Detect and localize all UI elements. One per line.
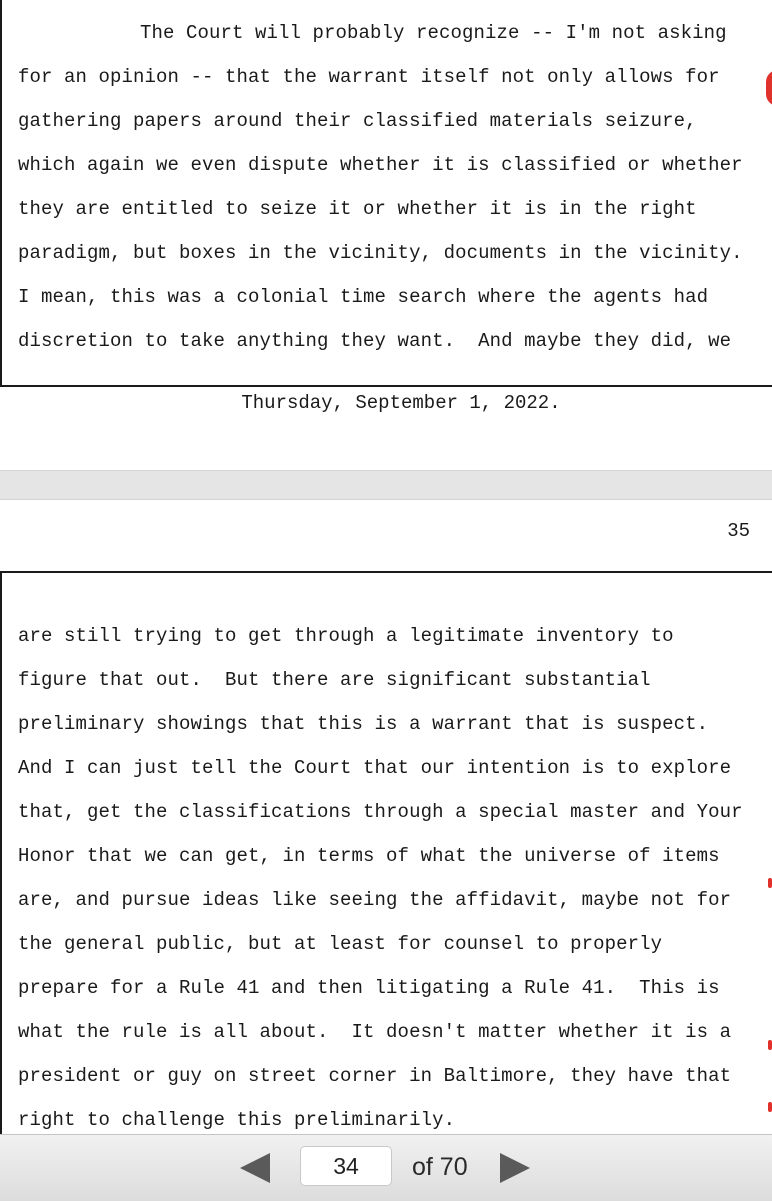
annotation-mark [768, 1102, 772, 1112]
transcript-line: for an opinion -- that the warrant itself not only allows for [18, 66, 720, 88]
transcript-line: I mean, this was a colonial time search where the agents had [18, 286, 709, 308]
transcript-line: The Court will probably recognize -- I'm not asking [140, 22, 727, 44]
transcript-line: discretion to take anything they want. And maybe they did, we [18, 330, 732, 352]
transcript-line: are still trying to get through a legitimate inventory to [18, 625, 674, 647]
page-number-input[interactable] [300, 1146, 392, 1186]
annotation-mark [768, 1040, 772, 1050]
annotation-mark [768, 878, 772, 888]
transcript-line: figure that out. But there are significant substantial [18, 669, 651, 691]
page-number: 35 [727, 520, 750, 542]
transcript-line: what the rule is all about. It doesn't matter whether it is a [18, 1021, 732, 1043]
transcript-line: paradigm, but boxes in the vicinity, documents in the vicinity. [18, 242, 743, 264]
page-navigation-bar [0, 1134, 772, 1201]
transcript-line: Honor that we can get, in terms of what the universe of items [18, 845, 720, 867]
previous-page-button[interactable] [238, 1152, 272, 1184]
triangle-right-icon [498, 1152, 532, 1184]
transcript-line: the general public, but at least for counsel to properly [18, 933, 663, 955]
transcript-line: And I can just tell the Court that our intention is to explore [18, 757, 732, 779]
transcript-line: which again we even dispute whether it is classified or whether [18, 154, 743, 176]
transcript-line: that, get the classifications through a special master and Your [18, 801, 743, 823]
transcript-line: right to challenge this preliminarily. [18, 1109, 456, 1131]
transcript-line: gathering papers around their classified materials seizure, [18, 110, 697, 132]
next-page-button[interactable] [498, 1152, 532, 1184]
page-footer-date: Thursday, September 1, 2022. [241, 392, 561, 414]
page-total-label: of 70 [412, 1153, 468, 1181]
triangle-left-icon [238, 1152, 272, 1184]
transcript-line: prepare for a Rule 41 and then litigating a Rule 41. This is [18, 977, 720, 999]
page-separator [0, 470, 772, 500]
transcript-line: preliminary showings that this is a warrant that is suspect. [18, 713, 709, 735]
transcript-line: are, and pursue ideas like seeing the affidavit, maybe not for [18, 889, 732, 911]
transcript-line: president or guy on street corner in Baltimore, they have that [18, 1065, 732, 1087]
transcript-page-top [0, 0, 772, 387]
transcript-page-bottom [0, 571, 772, 1171]
transcript-line: they are entitled to seize it or whether it is in the right [18, 198, 697, 220]
